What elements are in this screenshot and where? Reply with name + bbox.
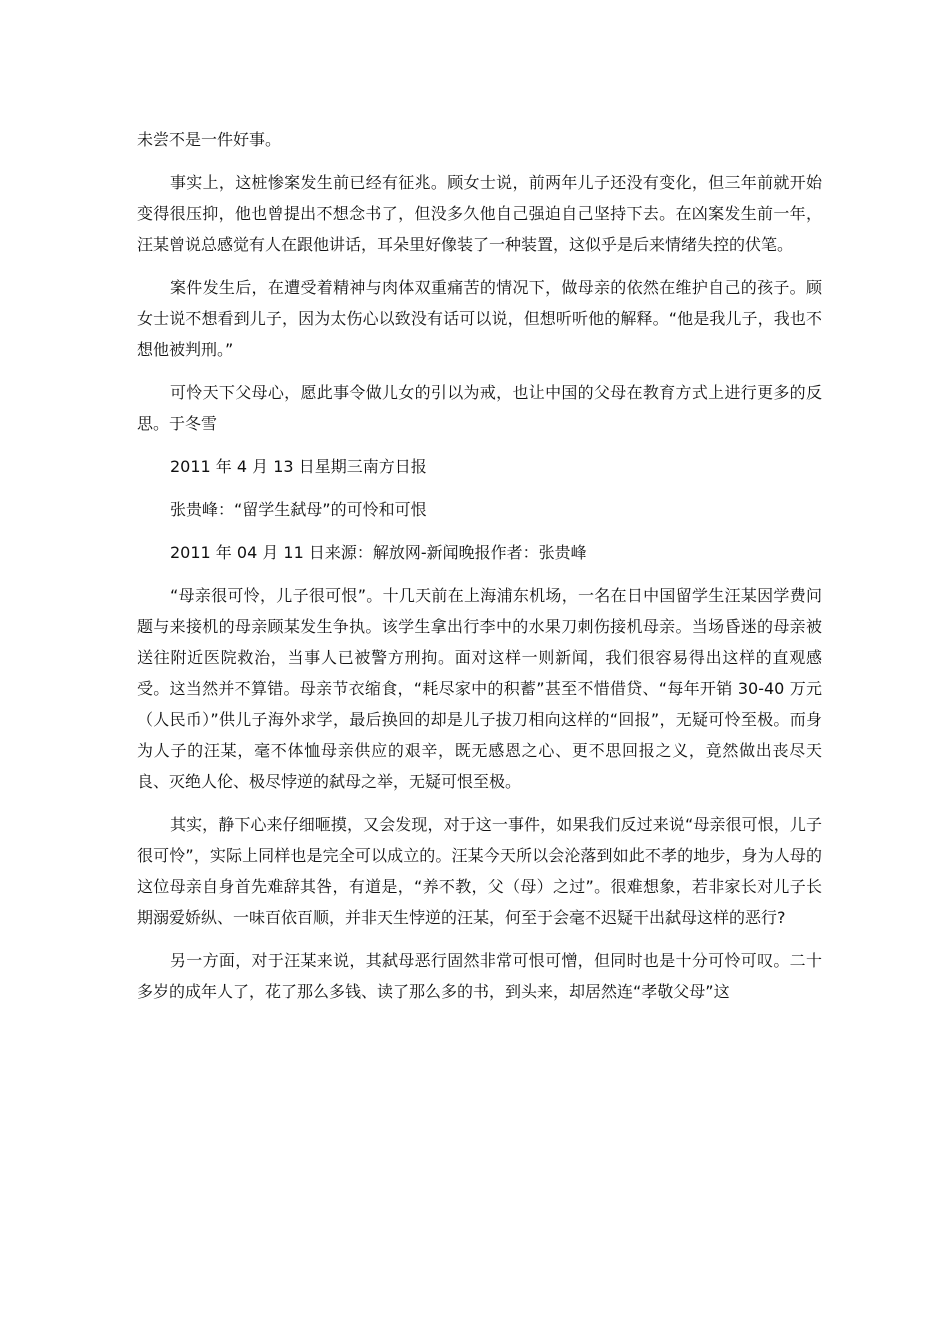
paragraph-9: 其实，静下心来仔细咂摸，又会发现，对于这一事件，如果我们反过来说“母亲很可恨，儿子很可怜”，实际上同样也是完全可以成立的。汪某今天所以会沦落到如此不孝的地步，身为人母的这位母亲自身首先难辞其咎，有道是，“养不教，父（母）之过”。很难想象，若非家长对儿子长期溺爱娇纵、一味百依百顺，并非天生悖逆的汪某，何至于会毫不迟疑干出弑母这样的恶行? <box>137 815 822 927</box>
article-source-line: 2011 年 04 月 11 日来源：解放网-新闻晚报作者：张贵峰 <box>170 543 587 562</box>
paragraph-1: 未尝不是一件好事。 <box>137 130 282 149</box>
article-title: 张贵峰：“留学生弑母”的可怜和可恨 <box>170 500 427 519</box>
paragraph-2: 事实上，这桩惨案发生前已经有征兆。顾女士说，前两年儿子还没有变化，但三年前就开始变得很压抑，他也曾提出不想念书了，但没多久他自己强迫自己坚持下去。在凶案发生前一年，汪某曾说总感觉有人在跟他讲话，耳朵里好像装了一种装置，这似乎是后来情绪失控的伏笔。 <box>137 173 822 254</box>
paragraph-3: 案件发生后，在遭受着精神与肉体双重痛苦的情况下，做母亲的依然在维护自己的孩子。顾女士说不想看到儿子，因为太伤心以致没有话可以说，但想听听他的解释。“他是我儿子，我也不想他被判刑。” <box>137 278 822 359</box>
document-body <box>137 124 822 1019</box>
paragraph-8: “母亲很可怜，儿子很可恨”。十几天前在上海浦东机场，一名在日中国留学生汪某因学费问题与来接机的母亲顾某发生争执。该学生拿出行李中的水果刀刺伤接机母亲。当场昏迷的母亲被送往附近医院救治，当事人已被警方刑拘。面对这样一则新闻，我们很容易得出这样的直观感受。这当然并不算错。母亲节衣缩食，“耗尽家中的积蓄”甚至不惜借贷、“每年开销 30-40 万元（人民币）”供儿子海外求学，最后换回的却是儿子拔刀相向这样的“回报”，无疑可怜至极。而身为人子的汪某，毫不体恤母亲供应的艰辛，既无感恩之心、更不思回报之义，竟然做出丧尽天良、灭绝人伦、极尽悖逆的弑母之举，无疑可恨至极。 <box>137 586 822 791</box>
paragraph-4: 可怜天下父母心，愿此事令做儿女的引以为戒，也让中国的父母在教育方式上进行更多的反思。于冬雪 <box>137 383 822 433</box>
dateline-nanfang: 2011 年 4 月 13 日星期三南方日报 <box>170 457 427 476</box>
paragraph-10: 另一方面，对于汪某来说，其弑母恶行固然非常可恨可憎，但同时也是十分可怜可叹。二十多岁的成年人了，花了那么多钱、读了那么多的书，到头来，却居然连“孝敬父母”这 <box>137 951 822 1001</box>
